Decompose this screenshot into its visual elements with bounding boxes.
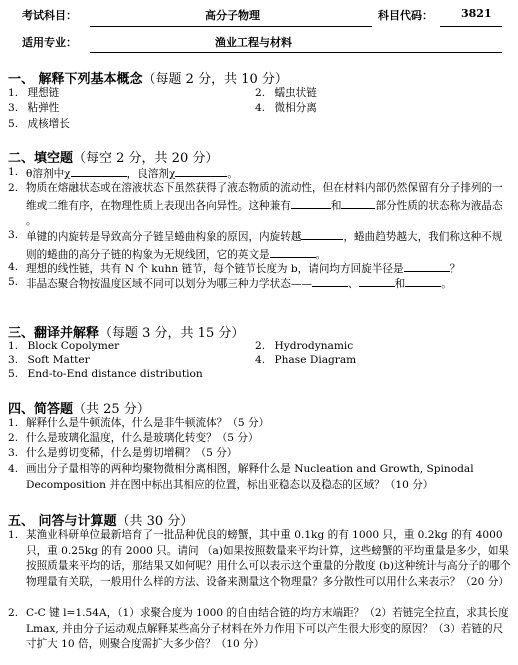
section-2-heading — [8, 147, 218, 166]
section-1-scoring: （每题 2 分，共 10 分） — [142, 72, 288, 87]
s2-q3-num: 3. — [8, 229, 19, 241]
major-label: 适用专业： — [22, 36, 77, 49]
s4-q4: 画出分子量相等的两种均聚物微相分离相图，解释什么是 Nucleation and Growth, Spinodal Decomposition 并在图中标出其相应的位置，标出亚稳态以及稳态的区域？（10 分） — [26, 463, 474, 491]
s4-q1: 解释什么是牛顿流体，什么是非牛顿流体？（5 分） — [26, 417, 270, 429]
s1-item-4: 4. 微相分离 — [255, 102, 317, 114]
section-4-heading — [8, 398, 150, 417]
subject-value: 高分子物理 — [205, 9, 260, 22]
section-1-heading — [8, 68, 288, 87]
s1-item-1: 1. 理想链 — [8, 87, 60, 99]
major-value: 渔业工程与材料 — [215, 36, 292, 49]
s4-q2: 什么是玻璃化温度，什么是玻璃化转变？（5 分） — [26, 432, 259, 444]
s4-q2-num: 2. — [8, 432, 19, 444]
section-4-title: 四、简答题 — [8, 402, 74, 417]
section-5-title: 五、 问答与计算题 — [8, 514, 117, 529]
major-underline — [90, 52, 502, 53]
s2-q3: 单键的内旋转是导致高分子链呈蜷曲构象的原因，内旋转越 ，蜷曲趋势越大，我们称这种不规则的蜷曲的高分子链的构象为无规线团，它的英文是 。 — [26, 228, 512, 263]
s5-q2-num: 2. — [8, 607, 19, 619]
s3-item-5: 5. End-to-End distance distribution — [8, 368, 203, 380]
blank[interactable] — [175, 165, 227, 177]
blank[interactable] — [301, 228, 343, 240]
blank[interactable] — [291, 197, 331, 209]
section-2-title: 二、填空题 — [8, 151, 74, 166]
blank[interactable] — [270, 246, 316, 258]
section-1-title: 一、 解释下列基本概念 — [8, 72, 143, 87]
s1-item-2: 2. 蠕虫状链 — [255, 87, 317, 99]
s3-item-2: 2. Hydrodynamic — [255, 340, 354, 352]
s5-q1: 某渔业科研单位最新培育了一批品种优良的螃蟹，其中重 0.1kg 的有 1000 只，重 0.2kg 的有 4000 只，重 0.25kg 的有 2000 只。请问 （a)如果按照数量来平均计算，这些螃蟹的平均重量是多少，如果按照质量来平均的话，那结果又如何呢？用什么可以表示这个重量的分散度 (b)这种统计与高分子的哪个物理量有关联，一般用什么样的方法、设备来测量这个物理量？多分散性可以用什么来表示？（20 分） — [26, 529, 511, 588]
section-3-title: 三、翻译并解释 — [8, 326, 100, 341]
s3-item-3: 3. Soft Matter — [8, 354, 90, 366]
s4-q4-num: 4. — [8, 463, 19, 475]
s2-q4-num: 4. — [8, 261, 19, 273]
blank[interactable] — [359, 275, 395, 287]
subject-label: 考试科目： — [22, 9, 77, 22]
subject-underline — [90, 26, 372, 27]
s5-q1-num: 1. — [8, 529, 19, 541]
s2-q4: 理想的线性链，共有 N 个 kuhn 链节，每个链节长度为 b，请问均方回旋半径是 ？ — [26, 260, 460, 278]
s2-q1: θ溶剂中χ ，良溶剂χ 。 — [26, 165, 238, 183]
code-label: 科目代码： — [378, 9, 433, 22]
section-2-scoring: （每空 2 分，共 20 分） — [73, 151, 219, 166]
s3-item-4: 4. Phase Diagram — [255, 354, 357, 366]
blank[interactable] — [341, 197, 375, 209]
section-5-heading — [8, 510, 193, 529]
s1-item-3: 3. 粘弹性 — [8, 102, 60, 114]
s3-item-1: 1. Block Copolymer — [8, 340, 120, 352]
blank[interactable] — [71, 165, 127, 177]
code-value: 3821 — [461, 7, 492, 20]
s1-item-5: 5. 成核增长 — [8, 118, 70, 130]
blank[interactable] — [404, 260, 450, 272]
section-3-scoring: （每题 3 分，共 15 分） — [99, 326, 245, 341]
s4-q1-num: 1. — [8, 417, 19, 429]
code-underline — [440, 26, 502, 27]
section-4-scoring: （共 25 分） — [73, 402, 150, 417]
s2-q2-num: 2. — [8, 182, 19, 194]
s2-q5-num: 5. — [8, 276, 19, 288]
blank[interactable] — [312, 275, 348, 287]
s2-q2: 物质在熔融状态或在溶液状态下虽然获得了液态物质的流动性，但在材料内部仍然保留有分子排列的一维或二维有序，在物理性质上表现出各向异性。这种兼有 和 部分性质的状态称为液晶态 。 — [26, 182, 503, 228]
section-5-scoring: （共 30 分） — [116, 514, 194, 529]
blank[interactable] — [405, 275, 441, 287]
s2-q1-num: 1. — [8, 166, 19, 178]
s5-q2: C-C 键 l=1.54A，（1）求聚合度为 1000 的自由结合链的均方末端距？（2）若链完全拉直，求其长度 Lmax, 并由分子运动观点解释某些高分子材料在外力作用下可以产生很大形变的原因？（3）若链的尺寸扩大 10 倍，则聚合度需扩大多少倍？（10 分） — [26, 607, 509, 651]
s2-q5: 非晶态聚合物按温度区域不同可以划分为哪三种力学状态—— 、 和 。 — [26, 275, 452, 293]
s4-q3-num: 3. — [8, 447, 19, 459]
s4-q3: 什么是剪切变稀，什么是剪切增稠？（5 分） — [26, 447, 238, 459]
